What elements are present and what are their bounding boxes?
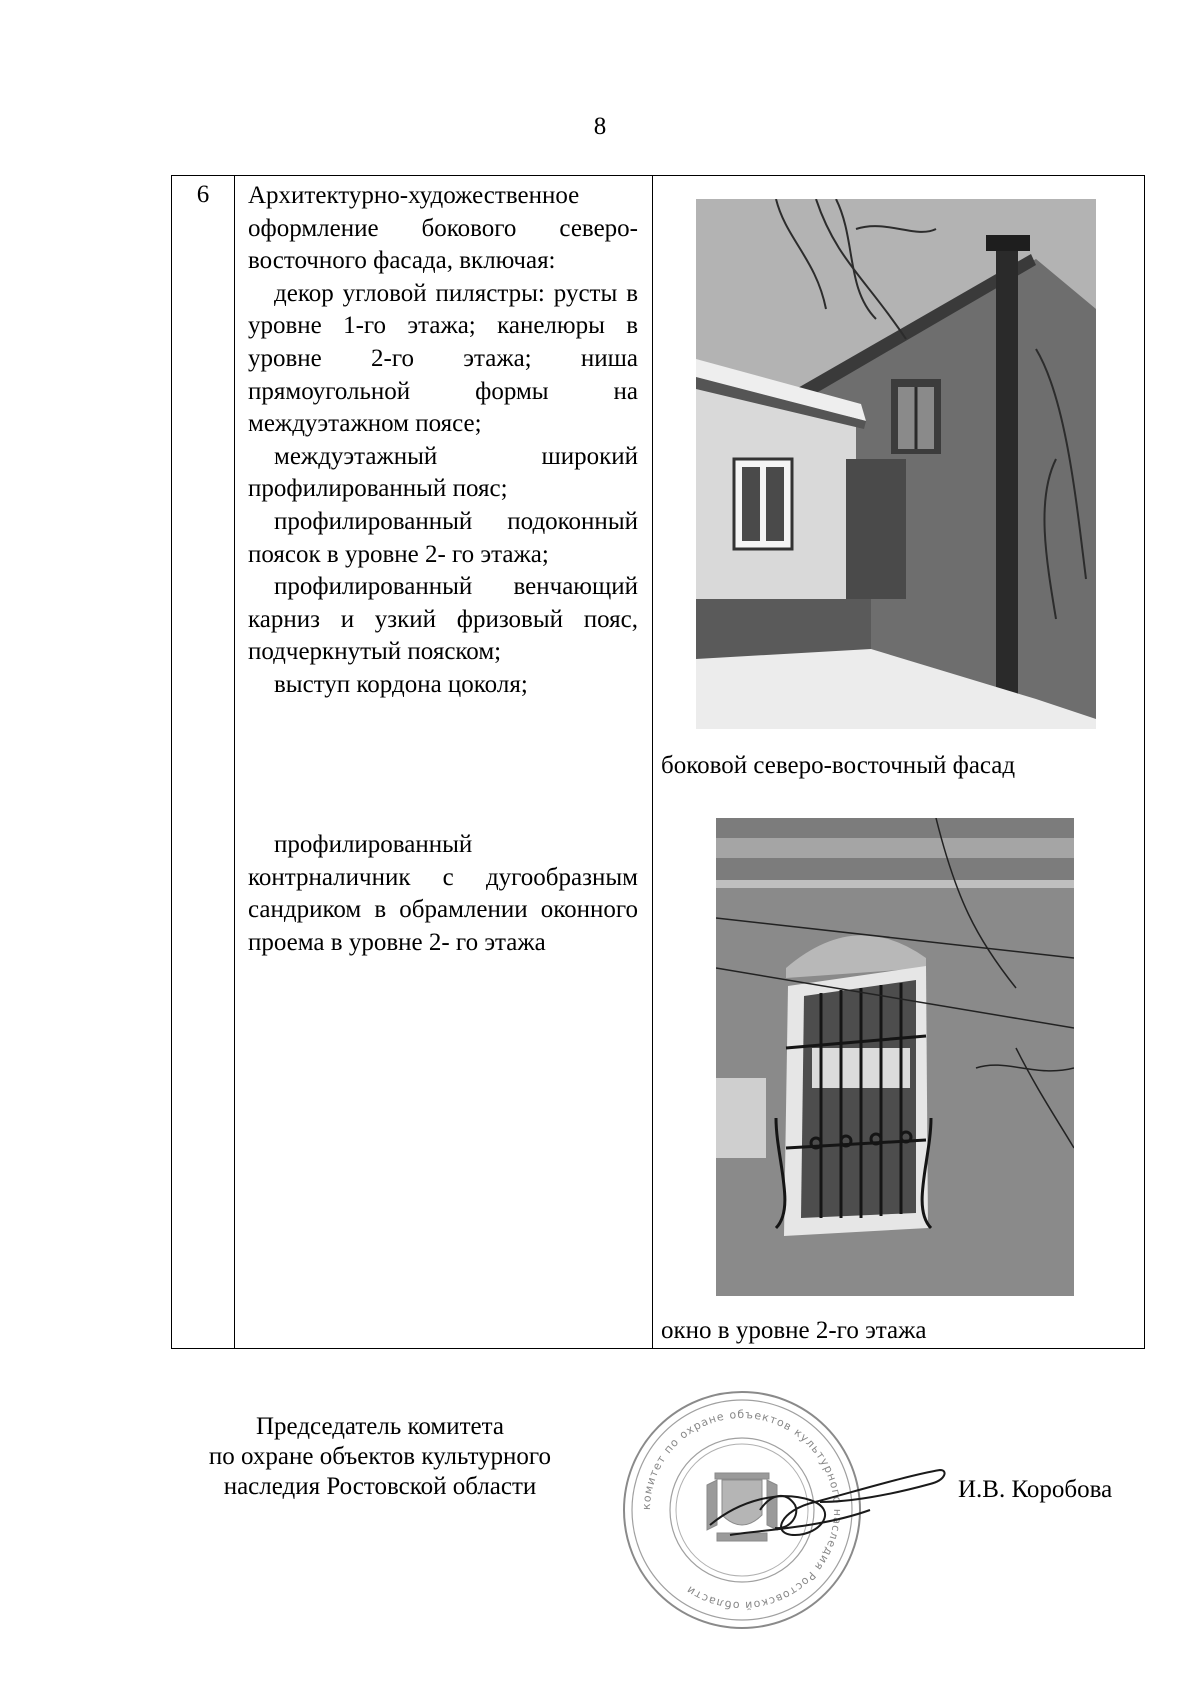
description-block-1	[248, 180, 638, 702]
description-block-2	[248, 829, 638, 959]
page-number: 8	[593, 113, 607, 140]
row-number: 6	[196, 181, 210, 208]
signatory-position	[160, 1412, 600, 1502]
heritage-table	[171, 175, 1145, 1349]
window-photo	[716, 818, 1074, 1296]
description-paragraph: профилированный венчающий карниз и узкий фризовый пояс, подчеркнутый пояском;	[248, 573, 638, 666]
svg-text:комитет по охране объектов кул: комитет по охране объектов культурного наследия Ростовской области	[639, 1407, 845, 1613]
photo-caption: боковой северо-восточный фасад	[661, 752, 1016, 779]
description-paragraph: выступ кордона цоколя;	[274, 670, 528, 698]
photo-caption: окно в уровне 2-го этажа	[661, 1317, 927, 1344]
position-line: Председатель комитета	[256, 1413, 504, 1440]
description-paragraph: профилированный подоконный поясок в уровне 2- го этажа;	[248, 507, 638, 568]
handwritten-signature	[700, 1440, 950, 1560]
signer-name: И.В. Коробова	[958, 1476, 1113, 1503]
description-paragraph: междуэтажный широкий профилированный пояс;	[248, 442, 638, 503]
table-divider	[234, 176, 235, 1348]
description-paragraph: профилированный контрналичник с дугообразным сандриком в обрамлении оконного проема в уровне 2- го этажа	[248, 831, 638, 956]
position-line: по охране объектов культурного	[208, 1443, 552, 1470]
position-line: наследия Ростовской области	[223, 1473, 537, 1500]
facade-photo	[696, 199, 1096, 729]
description-paragraph: Архитектурно-художественное оформление бокового северо-восточного фасада, включая:	[248, 182, 638, 275]
description-paragraph: декор угловой пилястры: русты в уровне 1-го этажа; канелюры в уровне 2-го этажа; ниша прямоугольной формы на междуэтажном поясе;	[248, 279, 638, 438]
